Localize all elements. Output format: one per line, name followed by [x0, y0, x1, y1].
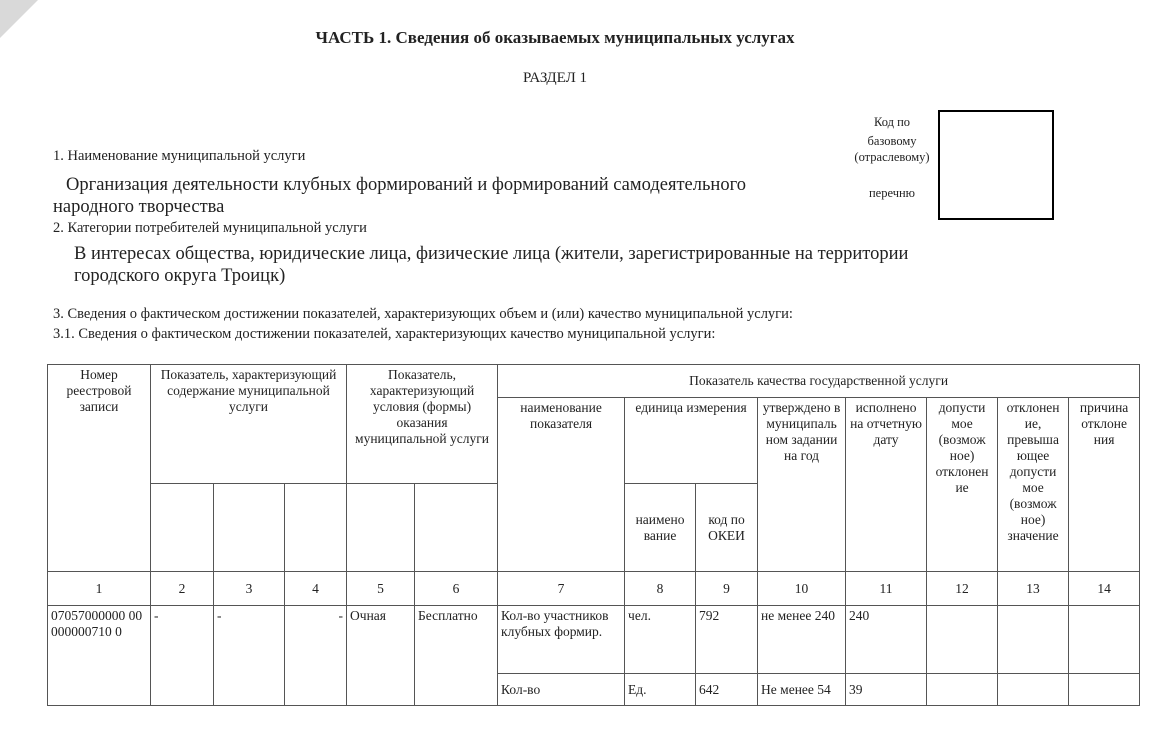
code-label-line-1: Код по — [873, 115, 911, 129]
column-numbers-row — [48, 572, 1140, 606]
content-cell-3: - — [214, 606, 285, 706]
column-number: 3 — [214, 572, 285, 606]
column-number: 14 — [1069, 572, 1140, 606]
code-label-line-3: (отраслевому) — [854, 150, 930, 164]
column-number: 7 — [498, 572, 625, 606]
header-allowed-deviation: допусти мое (возмож ное) отклонен ие — [927, 398, 998, 572]
consumer-category-value-line-1: В интересах общества, юридические лица, физические лица (жители, зарегистрированные на территории — [74, 244, 909, 264]
column-number: 1 — [48, 572, 151, 606]
column-number: 5 — [347, 572, 415, 606]
header-unit: единица измерения — [625, 398, 758, 484]
indicators-label: 3. Сведения о фактическом достижении показателей, характеризующих объем и (или) качество муниципальной услуги: — [53, 306, 793, 322]
column-number: 4 — [285, 572, 347, 606]
header-conditions-indicator: Показатель, характеризующий условия (формы) оказания муниципальной услуги — [347, 365, 498, 484]
header-registry-number: Номер реестровой записи — [48, 365, 151, 572]
executed-cell: 240 — [846, 606, 927, 674]
table-row — [48, 606, 1140, 674]
column-number: 13 — [998, 572, 1069, 606]
payment-cell: Бесплатно — [415, 606, 498, 706]
section-title: РАЗДЕЛ 1 — [522, 70, 588, 86]
column-number: 2 — [151, 572, 214, 606]
approved-cell: Не менее 54 — [758, 674, 846, 706]
header-content-sub-2 — [214, 484, 285, 572]
column-number: 11 — [846, 572, 927, 606]
consumer-category-label: 2. Категории потребителей муниципальной услуги — [53, 220, 367, 236]
header-conditions-sub-2 — [415, 484, 498, 572]
allowed-deviation-cell — [927, 674, 998, 706]
executed-cell: 39 — [846, 674, 927, 706]
header-conditions-sub-1 — [347, 484, 415, 572]
form-cell: Очная — [347, 606, 415, 706]
base-list-code-label — [844, 113, 940, 203]
header-unit-okei: код по ОКЕИ — [696, 484, 758, 572]
approved-cell: не менее 240 — [758, 606, 846, 674]
quality-indicators-table — [47, 364, 1140, 706]
exceeding-deviation-cell — [998, 674, 1069, 706]
deviation-reason-cell — [1069, 674, 1140, 706]
registry-number-cell: 07057000000 00000000710 0 — [48, 606, 151, 706]
content-cell-2: - — [151, 606, 214, 706]
service-name-label: 1. Наименование муниципальной услуги — [53, 148, 306, 164]
column-number: 12 — [927, 572, 998, 606]
indicator-name-cell: Кол-во участников клубных формир. — [498, 606, 625, 674]
column-number: 10 — [758, 572, 846, 606]
unit-okei-cell: 792 — [696, 606, 758, 674]
header-quality-indicator: Показатель качества государственной услуги — [498, 365, 1140, 398]
unit-name-cell: Ед. — [625, 674, 696, 706]
content-cell-4: - — [285, 606, 347, 706]
header-executed: исполнено на отчетную дату — [846, 398, 927, 572]
column-number: 9 — [696, 572, 758, 606]
header-unit-name: наимено вание — [625, 484, 696, 572]
unit-name-cell: чел. — [625, 606, 696, 674]
document-title: ЧАСТЬ 1. Сведения об оказываемых муниципальных услугах — [315, 28, 795, 47]
code-label-line-2: базовому — [867, 134, 917, 148]
service-name-value-line-1: Организация деятельности клубных формирований и формирований самодеятельного — [66, 175, 746, 195]
column-number: 8 — [625, 572, 696, 606]
header-content-sub-3 — [285, 484, 347, 572]
header-deviation-reason: причина отклоне ния — [1069, 398, 1140, 572]
exceeding-deviation-cell — [998, 606, 1069, 674]
unit-okei-cell: 642 — [696, 674, 758, 706]
deviation-reason-cell — [1069, 606, 1140, 674]
column-number: 6 — [415, 572, 498, 606]
base-list-code-box — [938, 110, 1054, 220]
quality-indicators-label: 3.1. Сведения о фактическом достижении показателей, характеризующих качество муниципальной услуги: — [53, 326, 716, 342]
header-content-sub-1 — [151, 484, 214, 572]
allowed-deviation-cell — [927, 606, 998, 674]
header-content-indicator: Показатель, характеризующий содержание муниципальной услуги — [151, 365, 347, 484]
header-approved: утверждено в муниципаль ном задании на год — [758, 398, 846, 572]
service-name-value-line-2: народного творчества — [53, 197, 225, 217]
indicator-name-cell: Кол-во — [498, 674, 625, 706]
code-label-line-4: перечню — [868, 186, 916, 200]
consumer-category-value-line-2: городского округа Троицк) — [74, 266, 286, 286]
header-indicator-name: наименование показателя — [498, 398, 625, 572]
header-exceeding-deviation: отклонен ие, превыша ющее допусти мое (возмож ное) значение — [998, 398, 1069, 572]
